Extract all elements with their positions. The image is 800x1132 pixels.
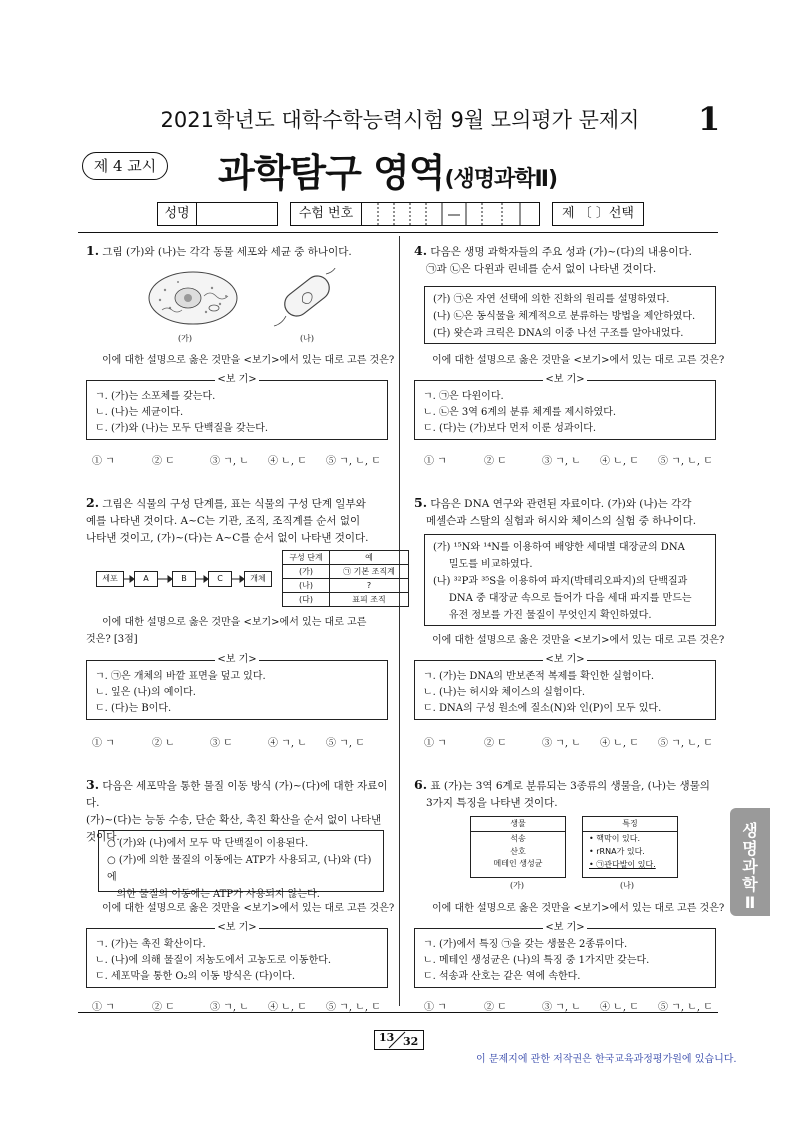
q2-prompt-line: 것은? [3점] bbox=[86, 634, 138, 645]
q6-features-header: 특징 bbox=[583, 817, 677, 832]
column-divider bbox=[399, 236, 400, 1006]
q4-stem bbox=[414, 242, 724, 278]
q6-choice-4[interactable]: ④ ㄴ, ㄷ bbox=[600, 1002, 639, 1013]
q2-cell: (다) bbox=[283, 593, 330, 607]
footer-rule bbox=[78, 1012, 718, 1013]
q4-prompt: 이에 대한 설명으로 옳은 것만을 <보기>에서 있는 대로 고른 것은? bbox=[432, 355, 725, 366]
q1-text: 그림 (가)와 (나)는 각각 동물 세포와 세균 중 하나이다. bbox=[102, 246, 352, 258]
q3-bogi-item: ㄱ. (가)는 촉진 확산이다. bbox=[95, 939, 206, 950]
q3-bogi-title: <보 기> bbox=[217, 922, 257, 933]
q6-bogi-item: ㄷ. 석송과 산호는 같은 역에 속한다. bbox=[423, 971, 581, 982]
q4-bogi-item: ㄷ. (다)는 (가)보다 먼저 이룬 성과이다. bbox=[423, 423, 597, 434]
q4-choice-3[interactable]: ③ ㄱ, ㄴ bbox=[542, 456, 581, 467]
q2-cell: ? bbox=[330, 579, 409, 593]
q6-choice-1[interactable]: ① ㄱ bbox=[424, 1002, 447, 1013]
name-field[interactable] bbox=[196, 202, 278, 226]
q2-cell: (나) bbox=[283, 579, 330, 593]
q5-choice-5[interactable]: ⑤ ㄱ, ㄴ, ㄷ bbox=[658, 738, 713, 749]
q3-box-line: 의한 물질의 이동에는 ATP가 사용되지 않는다. bbox=[107, 889, 320, 900]
q4-bogi-item: ㄴ. ㉡은 3역 6계의 분류 체계를 제시하였다. bbox=[423, 407, 617, 418]
q2-text-line: 그림은 식물의 구성 단계를, 표는 식물의 구성 단계 일부와 bbox=[102, 498, 366, 510]
copyright-notice: 이 문제지에 관한 저작권은 한국교육과정평가원에 있습니다. bbox=[476, 1054, 737, 1065]
q6-organisms-table bbox=[470, 816, 566, 878]
q6-number: 6. bbox=[414, 777, 428, 792]
q3-choice-2[interactable]: ② ㄷ bbox=[152, 1002, 175, 1013]
exam-number-label: 수험 번호 bbox=[290, 202, 362, 226]
q4-info-box bbox=[424, 286, 716, 344]
q1-choice-3[interactable]: ③ ㄱ, ㄴ bbox=[210, 456, 249, 467]
q2-number: 2. bbox=[86, 495, 100, 510]
q6-prompt: 이에 대한 설명으로 옳은 것만을 <보기>에서 있는 대로 고른 것은? bbox=[432, 903, 725, 914]
flow-b: B bbox=[172, 571, 196, 587]
q4-choice-2[interactable]: ② ㄷ bbox=[484, 456, 507, 467]
q2-choice-3[interactable]: ③ ㄷ bbox=[210, 738, 233, 749]
flow-c: C bbox=[208, 571, 232, 587]
q6-label-b: (나) bbox=[620, 881, 634, 890]
q2-bogi-item: ㄴ. 잎은 (나)의 예이다. bbox=[95, 687, 196, 698]
q4-box-line: (다) 왓슨과 크릭은 DNA의 이중 나선 구조를 알아내었다. bbox=[433, 328, 684, 339]
q2-cell: (가) bbox=[283, 565, 330, 579]
flow-a: A bbox=[134, 571, 158, 587]
choice-field[interactable]: 제 〔 〕선택 bbox=[552, 202, 644, 226]
q3-text-line: 다음은 세포막을 통한 물질 이동 방식 (가)~(다)에 대한 자료이다. bbox=[86, 780, 388, 809]
flow-arrows bbox=[122, 574, 246, 584]
q6-text-line: 표 (가)는 3역 6계로 분류되는 3종류의 생물을, (나)는 생물의 bbox=[430, 780, 710, 792]
q2-cell: ㉠ 기본 조직계 bbox=[330, 565, 409, 579]
q1-bogi-item: ㄱ. (가)는 소포체를 갖는다. bbox=[95, 391, 216, 402]
q1-bogi-item: ㄷ. (가)와 (나)는 모두 단백질을 갖는다. bbox=[95, 423, 269, 434]
q3-text-line: 것이다. bbox=[86, 831, 120, 843]
q6-stem bbox=[414, 776, 724, 812]
name-label: 성명 bbox=[157, 202, 197, 226]
subject-sub: (생명과학Ⅱ) bbox=[444, 167, 558, 192]
q5-choice-2[interactable]: ② ㄷ bbox=[484, 738, 507, 749]
q3-choice-3[interactable]: ③ ㄱ, ㄴ bbox=[210, 1002, 249, 1013]
q6-organism: 석송 bbox=[510, 834, 526, 843]
q4-bogi-item: ㄱ. ㉠은 다윈이다. bbox=[423, 391, 504, 402]
flow-cell: 세포 bbox=[96, 571, 124, 587]
q2-text-line: 나타낸 것이고, (가)~(다)는 A~C를 순서 없이 나타낸 것이다. bbox=[86, 532, 369, 544]
q5-prompt: 이에 대한 설명으로 옳은 것만을 <보기>에서 있는 대로 고른 것은? bbox=[432, 635, 725, 646]
q2-bogi-title: <보 기> bbox=[217, 654, 257, 665]
q5-bogi-item: ㄱ. (가)는 DNA의 반보존적 복제를 확인한 실험이다. bbox=[423, 671, 655, 682]
q5-info-box bbox=[424, 534, 716, 626]
q1-label-a: (가) bbox=[178, 334, 192, 343]
q5-choice-1[interactable]: ① ㄱ bbox=[424, 738, 447, 749]
q1-choice-5[interactable]: ⑤ ㄱ, ㄴ, ㄷ bbox=[326, 456, 381, 467]
q5-box-line: 밀도를 비교하였다. bbox=[433, 559, 533, 570]
q6-feature: • ㉠관다발이 있다. bbox=[589, 860, 656, 869]
q3-choice-4[interactable]: ④ ㄴ, ㄷ bbox=[268, 1002, 307, 1013]
subject-main: 과학탐구 영역 bbox=[218, 151, 445, 195]
q5-bogi-item: ㄴ. (나)는 허시와 체이스의 실험이다. bbox=[423, 687, 586, 698]
q1-number: 1. bbox=[86, 243, 100, 258]
q6-bogi-item: ㄴ. 메테인 생성균은 (나)의 특징 중 1가지만 갖는다. bbox=[423, 955, 650, 966]
q2-choice-4[interactable]: ④ ㄱ, ㄴ bbox=[268, 738, 307, 749]
q5-text-line: 다음은 DNA 연구와 관련된 자료이다. (가)와 (나)는 각각 bbox=[430, 498, 692, 510]
period-badge: 제 4 교시 bbox=[82, 152, 168, 180]
q5-bogi-title: <보 기> bbox=[545, 654, 585, 665]
q4-number: 4. bbox=[414, 243, 428, 258]
q3-info-box bbox=[98, 830, 384, 900]
animal-cell-illustration bbox=[149, 272, 237, 324]
q2-text-line: 예를 나타낸 것이다. A~C는 기관, 조직, 조직계를 순서 없이 bbox=[86, 515, 361, 527]
q3-choice-1[interactable]: ① ㄱ bbox=[92, 1002, 115, 1013]
q5-bogi-box bbox=[414, 654, 716, 720]
q5-number: 5. bbox=[414, 495, 428, 510]
q2-prompt bbox=[86, 614, 392, 648]
q5-choice-4[interactable]: ④ ㄴ, ㄷ bbox=[600, 738, 639, 749]
q1-choice-2[interactable]: ② ㄷ bbox=[152, 456, 175, 467]
q1-figure bbox=[140, 268, 360, 344]
q6-features-table bbox=[582, 816, 678, 878]
q2-choice-2[interactable]: ② ㄴ bbox=[152, 738, 175, 749]
q3-bogi-item: ㄴ. (나)에 의해 물질이 저농도에서 고농도로 이동한다. bbox=[95, 955, 332, 966]
q5-box-line: 유전 정보를 가진 물질이 무엇인지 확인하였다. bbox=[433, 610, 652, 621]
q6-choice-5[interactable]: ⑤ ㄱ, ㄴ, ㄷ bbox=[658, 1002, 713, 1013]
q6-choice-2[interactable]: ② ㄷ bbox=[484, 1002, 507, 1013]
q5-bogi-item: ㄷ. DNA의 구성 원소에 질소(N)와 인(P)이 모두 있다. bbox=[423, 703, 662, 714]
q3-bogi-box bbox=[86, 922, 388, 988]
q4-choice-5[interactable]: ⑤ ㄱ, ㄴ, ㄷ bbox=[658, 456, 713, 467]
q1-prompt: 이에 대한 설명으로 옳은 것만을 <보기>에서 있는 대로 고른 것은? bbox=[102, 355, 395, 366]
q3-number: 3. bbox=[86, 777, 100, 792]
q6-organisms-header: 생물 bbox=[471, 817, 565, 832]
header-rule bbox=[78, 232, 718, 233]
page-total: 32 bbox=[403, 1035, 419, 1048]
q2-choice-1[interactable]: ① ㄱ bbox=[92, 738, 115, 749]
q1-label-b: (나) bbox=[300, 334, 314, 343]
q2-th-example: 예 bbox=[330, 551, 409, 565]
q6-bogi-title: <보 기> bbox=[545, 922, 585, 933]
q6-choice-3[interactable]: ③ ㄱ, ㄴ bbox=[542, 1002, 581, 1013]
q6-bogi-item: ㄱ. (가)에서 특징 ㉠을 갖는 생물은 2종류이다. bbox=[423, 939, 628, 950]
q2-bogi-box bbox=[86, 654, 388, 720]
page-indicator bbox=[374, 1030, 424, 1050]
q3-choice-5[interactable]: ⑤ ㄱ, ㄴ, ㄷ bbox=[326, 1002, 381, 1013]
flow-organism: 개체 bbox=[244, 571, 272, 587]
page-current: 13 bbox=[379, 1031, 395, 1044]
q5-choice-3[interactable]: ③ ㄱ, ㄴ bbox=[542, 738, 581, 749]
q1-stem bbox=[86, 242, 391, 261]
q5-stem bbox=[414, 494, 724, 530]
q2-bogi-item: ㄱ. ㉠은 개체의 바깥 표면을 덮고 있다. bbox=[95, 671, 266, 682]
q3-box-line: ○ (가)에 의한 물질의 이동에는 ATP가 사용되고, (나)와 (다)에 bbox=[107, 855, 372, 883]
q1-choice-1[interactable]: ① ㄱ bbox=[92, 456, 115, 467]
exam-number-field[interactable] bbox=[361, 202, 540, 226]
q2-th-level: 구성 단계 bbox=[283, 551, 330, 565]
q5-box-line: (가) ¹⁵N와 ¹⁴N를 이용하여 배양한 세대별 대장균의 DNA bbox=[433, 542, 685, 553]
q6-bogi-box bbox=[414, 922, 716, 988]
q2-cell: 표피 조직 bbox=[330, 593, 409, 607]
q4-bogi-title: <보 기> bbox=[545, 374, 585, 385]
q3-box-line: ○ (가)와 (나)에서 모두 막 단백질이 이용된다. bbox=[107, 838, 309, 849]
q1-bogi-item: ㄴ. (나)는 세균이다. bbox=[95, 407, 184, 418]
q4-choice-4[interactable]: ④ ㄴ, ㄷ bbox=[600, 456, 639, 467]
side-tab-label: 생명과학Ⅱ bbox=[742, 821, 758, 912]
q5-box-line: (나) ³²P과 ³⁵S을 이용하여 파지(박테리오파지)의 단백질과 bbox=[433, 576, 688, 587]
exam-title: 2021학년도 대학수학능력시험 9월 모의평가 문제지 bbox=[160, 108, 640, 132]
q4-choice-1[interactable]: ① ㄱ bbox=[424, 456, 447, 467]
q6-organism: 산호 bbox=[510, 847, 526, 856]
q3-text-line: (가)~(다)는 능동 수송, 단순 확산, 촉진 확산을 순서 없이 나타낸 bbox=[86, 814, 382, 826]
subject-side-tab bbox=[730, 808, 770, 916]
q2-table bbox=[282, 550, 409, 607]
q4-box-line: (나) ㉡은 동식물을 체계적으로 분류하는 방법을 제안하였다. bbox=[433, 311, 696, 322]
q4-text-line: 다음은 생명 과학자들의 주요 성과 (가)~(다)의 내용이다. bbox=[430, 246, 692, 258]
page-number: 1 bbox=[698, 100, 721, 138]
q6-organism: 메테인 생성균 bbox=[493, 859, 543, 868]
q1-bogi-title: <보 기> bbox=[217, 374, 257, 385]
q3-prompt: 이에 대한 설명으로 옳은 것만을 <보기>에서 있는 대로 고른 것은? bbox=[102, 903, 395, 914]
q5-text-line: 메셀슨과 스탈의 실험과 허시와 체이스의 실험 중 하나이다. bbox=[426, 515, 697, 527]
q2-prompt-line: 이에 대한 설명으로 옳은 것만을 <보기>에서 있는 대로 고른 bbox=[102, 617, 367, 628]
q4-text-line: ㉠과 ㉡은 다윈과 린네를 순서 없이 나타낸 것이다. bbox=[426, 263, 657, 275]
q2-stem bbox=[86, 494, 391, 547]
exam-number-grid bbox=[362, 203, 539, 225]
q1-choice-4[interactable]: ④ ㄴ, ㄷ bbox=[268, 456, 307, 467]
q2-bogi-item: ㄷ. (다)는 B이다. bbox=[95, 703, 172, 714]
q4-bogi-box bbox=[414, 374, 716, 440]
bacterium-illustration bbox=[274, 268, 336, 326]
q6-feature: • rRNA가 있다. bbox=[589, 847, 645, 856]
q2-choice-5[interactable]: ⑤ ㄱ, ㄷ bbox=[326, 738, 365, 749]
q6-text-line: 3가지 특징을 나타낸 것이다. bbox=[426, 797, 558, 809]
q6-feature: • 핵막이 있다. bbox=[589, 834, 640, 843]
subject-title bbox=[218, 142, 557, 197]
q5-box-line: DNA 중 대장균 속으로 들어가 다음 세대 파지를 만드는 bbox=[433, 593, 692, 604]
q4-box-line: (가) ㉠은 자연 선택에 의한 진화의 원리를 설명하였다. bbox=[433, 294, 670, 305]
q3-bogi-item: ㄷ. 세포막을 통한 O₂의 이동 방식은 (다)이다. bbox=[95, 971, 295, 982]
q1-bogi-box bbox=[86, 374, 388, 440]
q6-label-a: (가) bbox=[510, 881, 524, 890]
